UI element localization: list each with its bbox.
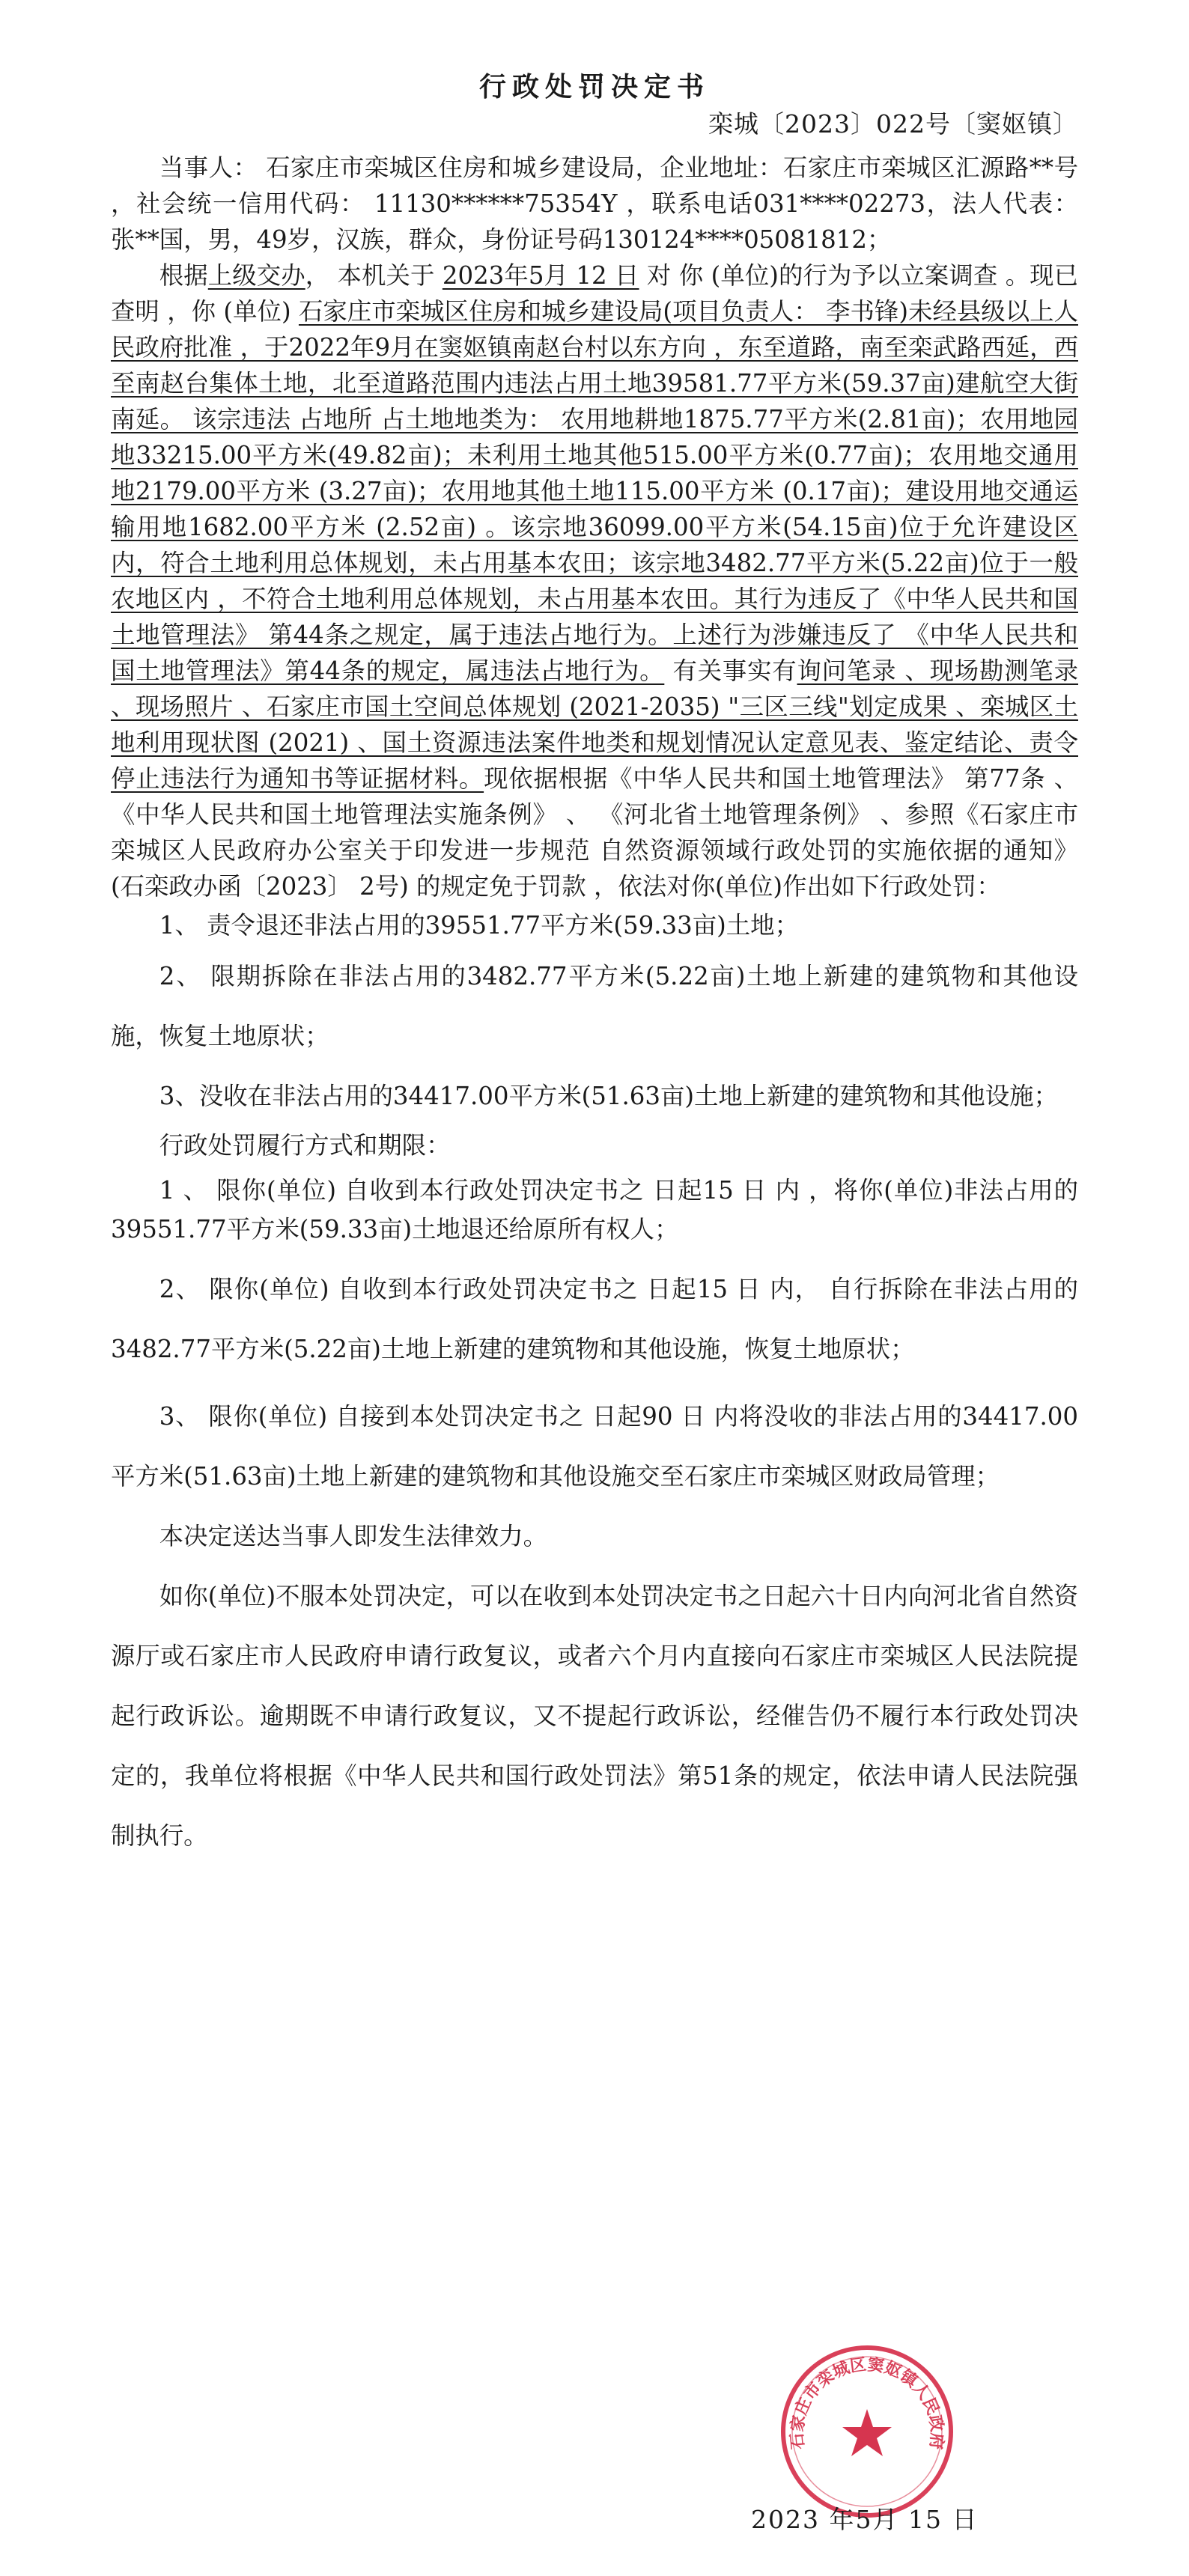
- document-title: 行政处罚决定书: [478, 72, 710, 103]
- basis-date: 2023年5月 12 日: [442, 261, 639, 290]
- basis-source: 上级交办: [207, 261, 305, 290]
- effect-paragraph: 本决定送达当事人即发生法律效力。: [159, 1522, 548, 1550]
- penalty-item: 3、没收在非法占用的34417.00平方米(51.63亩)土地上新建的建筑物和其他设施；: [159, 1082, 1058, 1110]
- evidence-text: 询问笔录 、现场勘测笔录 、现场照片 、石家庄市国土空间总体规划 (2021-2035) "三区三线"划定成果 、栾城区土地利用现状图 (2021) 、国土资源违法案件地类和规划情况认定意见表、鉴定结论、责令停止违法行为通知书等证据材料。: [111, 657, 1079, 793]
- party-paragraph: 当事人： 石家庄市栾城区住房和城乡建设局，企业地址：石家庄市栾城区汇源路**号 ，社会统一信用代码： 11130******75354Y ，联系电话031****02273，法人代表： 张**国，男，49岁，汉族，群众，身份证号码130124****05081812；: [111, 153, 1078, 254]
- penalty-item: 1、 责令退还非法占用的39551.77平方米(59.33亩)土地；: [159, 911, 799, 940]
- document-number: 栾城〔2023〕022号〔窦妪镇〕: [708, 109, 1078, 138]
- basis-prefix: 根据: [159, 261, 208, 290]
- basis-mid: ， 本机关于: [305, 261, 435, 290]
- performance-heading: 行政处罚履行方式和期限：: [159, 1131, 451, 1160]
- document-body: [111, 150, 1078, 1866]
- penalty-item: 2、 限期拆除在非法占用的3482.77平方米(5.22亩)土地上新建的建筑物和其他设施，恢复土地原状；: [111, 962, 1078, 1050]
- performance-item: 2、 限你(单位) 自收到本行政处罚决定书之 日起15 日 内， 自行拆除在非法占用的3482.77平方米(5.22亩)土地上新建的建筑物和其他设施，恢复土地原状；: [111, 1275, 1078, 1363]
- seal-text: 石家庄市栾城区窦妪镇人民政府: [788, 2355, 946, 2450]
- facts-paragraph: [111, 258, 1078, 904]
- star-icon: [842, 2409, 892, 2456]
- performance-item: 1 、 限你(单位) 自收到本行政处罚决定书之 日起15 日 内 ，将你(单位)非法占用的39551.77平方米(59.33亩)土地退还给原所有权人；: [111, 1176, 1078, 1243]
- evidence-prefix: 有关事实有: [664, 657, 797, 685]
- official-seal: [777, 2342, 957, 2521]
- performance-item: 3、 限你(单位) 自接到本处罚决定书之 日起90 日 内将没收的非法占用的34417.00平方米(51.63亩)土地上新建的建筑物和其他设施交至石家庄市栾城区财政局管理；: [111, 1402, 1078, 1491]
- remedy-paragraph: 如你(单位)不服本处罚决定，可以在收到本处罚决定书之日起六十日内向河北省自然资源厅或石家庄市人民政府申请行政复议，或者六个月内直接向石家庄市栾城区人民法院提起行政诉讼。逾期既不申请行政复议，又不提起行政诉讼，经催告仍不履行本行政处罚决定的，我单位将根据《中华人民共和国行政处罚法》第51条的规定，依法申请人民法院强制执行。: [111, 1582, 1078, 1850]
- facts-text: 石家庄市栾城区住房和城乡建设局(项目负责人： 李书锋)未经县级以上人民政府批准 ，于2022年9月在窦妪镇南赵台村以东方向 ，东至道路，南至栾武路西延，西至南赵台集体土地，北至道路范围内违法占用土地39581.77平方米(59.37亩)建航空大街南延。 该宗违法 占地所 占土地地类为： 农用地耕地1875.77平方米(2.81亩)；农用地园地33215.00平方米(49.82亩)；未利用土地其他515.00平方米(0.77亩)；农用地交通用地2179.00平方米 (3.27亩)；农用地其他土地115.00平方米 (0.17亩)；建设用地交通运输用地1682.00平方米 (2.52亩) 。该宗地36099.00平方米(54.15亩)位于允许建设区内，符合土地利用总体规划，未占用基本农田；该宗地3482.77平方米(5.22亩)位于一般农地区内 ，不符合土地利用总体规划，未占用基本农田。其行为违反了《中华人民共和国土地管理法》 第44条之规定，属于违法占地行为。上述行为涉嫌违反了 《中华人民共和国土地管理法》第44条的规定，属违法占地行为。: [111, 297, 1078, 685]
- document-date: 2023 年5月 15 日: [751, 2505, 979, 2534]
- legal-basis-text: 现依据根据《中华人民共和国土地管理法》 第77条 、 《中华人民共和国土地管理法实施条例》 、 《河北省土地管理条例》 、参照《石家庄市栾城区人民政府办公室关于印发进一步规范 自然资源领域行政处罚的实施依据的通知》 (石栾政办函〔2023〕 2号) 的规定免于罚款 ，依法对你(单位)作出如下行政处罚：: [111, 764, 1079, 901]
- basis-mid2: 对 你 (单位)的行为予以立案调查 。现已查明 ，你 (单位): [111, 261, 1079, 326]
